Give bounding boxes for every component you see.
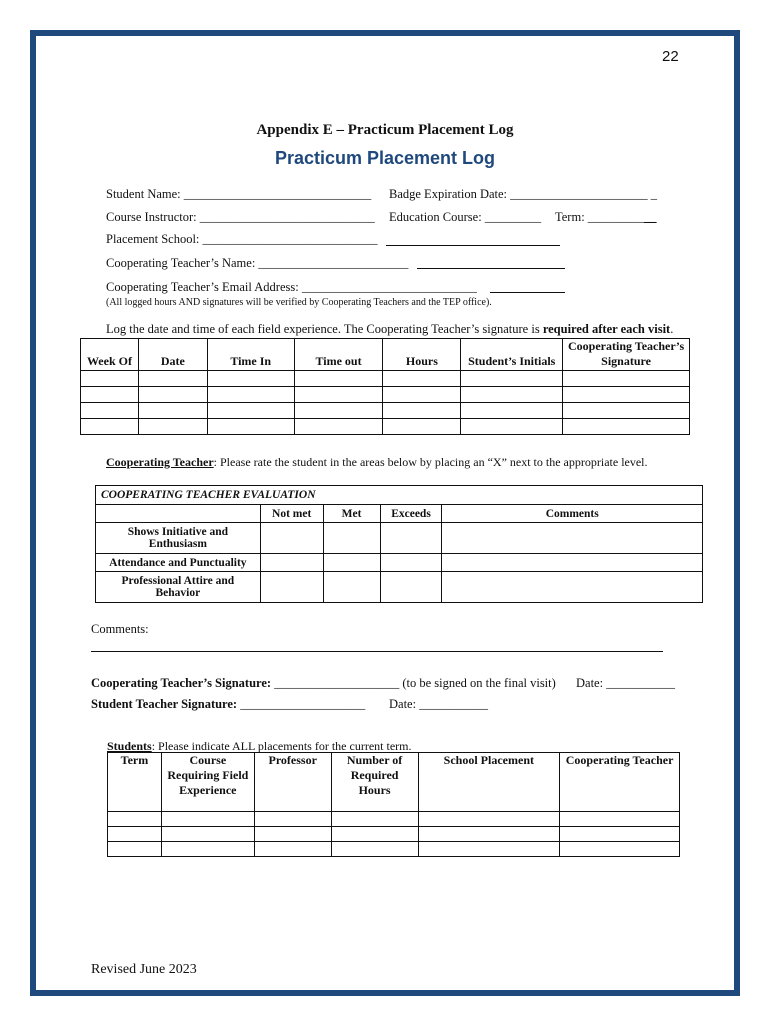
- placement-log-table: [80, 338, 690, 435]
- education-course-field[interactable]: Education Course: _________: [389, 210, 542, 224]
- table-row: [108, 827, 680, 842]
- placements-header-hours: Number of Required Hours: [331, 753, 418, 812]
- rate-instruction: Cooperating Teacher: Please rate the student in the areas below by placing an “X” next to the appropriate level.: [106, 455, 648, 469]
- student-name-field[interactable]: Student Name: ______________________________: [106, 187, 372, 201]
- cooperating-teacher-name-field[interactable]: Cooperating Teacher’s Name: ________________________: [106, 256, 409, 270]
- teacher-email-extra-line: [490, 292, 565, 293]
- placements-header-school: School Placement: [418, 753, 560, 812]
- placements-header-professor: Professor: [254, 753, 331, 812]
- term-field[interactable]: [555, 210, 657, 225]
- revision-footer: Revised June 2023: [91, 962, 197, 977]
- course-instructor-field[interactable]: Course Instructor: ____________________________: [106, 210, 375, 224]
- term-label: Term: _________: [555, 210, 645, 224]
- table-row: [81, 419, 690, 435]
- log-instruction: Log the date and time of each field experience. The Cooperating Teacher’s signature is required after each visit.: [106, 322, 674, 336]
- placement-school-extra-line: [386, 245, 560, 246]
- log-header-time-out: Time out: [294, 339, 383, 371]
- teacher-name-extra-line: [417, 268, 565, 269]
- evaluation-table: [95, 485, 703, 603]
- verification-note: (All logged hours AND signatures will be verified by Cooperating Teachers and the TEP office).: [106, 297, 492, 308]
- placements-header-term: Term: [108, 753, 162, 812]
- placements-header-teacher: Cooperating Teacher: [560, 753, 680, 812]
- eval-row-attendance: Attendance and Punctuality: [96, 554, 261, 572]
- student-signature-label: Student Teacher Signature:: [91, 697, 238, 711]
- eval-row-attire: Professional Attire and Behavior: [96, 572, 261, 603]
- coop-signature-label: Cooperating Teacher’s Signature:: [91, 676, 272, 690]
- table-row: [81, 403, 690, 419]
- eval-row-initiative: Shows Initiative and Enthusiasm: [96, 523, 261, 554]
- log-header-hours: Hours: [383, 339, 461, 371]
- placements-header-row: [108, 753, 680, 812]
- form-title: Practicum Placement Log: [274, 148, 496, 168]
- term-underline: __: [644, 210, 657, 224]
- student-date-field[interactable]: Date: ___________: [389, 697, 488, 711]
- evaluation-header-row: [96, 505, 703, 523]
- log-header-date: Date: [138, 339, 207, 371]
- log-header-time-in: Time In: [207, 339, 294, 371]
- table-row: [96, 572, 703, 603]
- cooperating-teacher-email-field[interactable]: Cooperating Teacher’s Email Address: ____________________________: [106, 280, 477, 294]
- eval-header-comments: Comments: [442, 505, 703, 523]
- comments-label: Comments:: [91, 622, 149, 636]
- students-instruction: Students: Please indicate ALL placements for the current term.: [107, 739, 412, 753]
- log-header-initials: Student’s Initials: [461, 339, 563, 371]
- log-header-row: [81, 339, 690, 371]
- placement-school-field[interactable]: Placement School: ____________________________: [106, 232, 378, 246]
- evaluation-caption: COOPERATING TEACHER EVALUATION: [96, 486, 703, 505]
- table-row: [96, 554, 703, 572]
- eval-header-not-met: Not met: [260, 505, 323, 523]
- log-header-week-of: Week Of: [81, 339, 139, 371]
- coop-signature-line[interactable]: Cooperating Teacher’s Signature: ____________________ (to be signed on the final visit): [91, 676, 556, 690]
- comments-line[interactable]: [91, 651, 663, 652]
- table-row: [96, 523, 703, 554]
- table-row: [108, 842, 680, 857]
- eval-header-met: Met: [323, 505, 380, 523]
- table-row: [108, 812, 680, 827]
- placements-header-course: Course Requiring Field Experience: [161, 753, 254, 812]
- coop-date-field[interactable]: Date: ___________: [576, 676, 675, 690]
- page-number: 22: [662, 48, 679, 65]
- eval-header-exceeds: Exceeds: [380, 505, 442, 523]
- appendix-title: Appendix E – Practicum Placement Log: [256, 122, 514, 138]
- table-row: [81, 387, 690, 403]
- table-row: [81, 371, 690, 387]
- student-signature-line[interactable]: Student Teacher Signature: ____________________: [91, 697, 366, 711]
- badge-expiration-field[interactable]: Badge Expiration Date: ______________________ _: [389, 187, 658, 201]
- log-header-signature: Cooperating Teacher’s Signature: [563, 339, 690, 371]
- placements-table: [107, 752, 680, 857]
